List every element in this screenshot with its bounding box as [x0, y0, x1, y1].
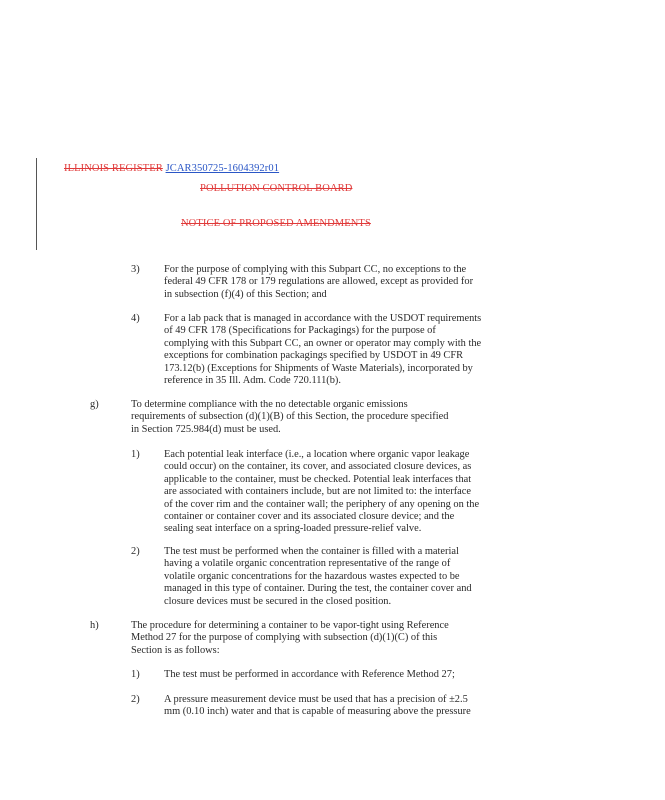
item-text: The test must be performed when the container is filled with a material having a volatile organic concentration representative of the range of volatile organic concentrations for the hazardous wastes expected to be managed in this type of container. During the test, the container cover and closure devices must be secured in the closed position.: [164, 546, 472, 607]
notice-title: NOTICE OF PROPOSED AMENDMENTS: [181, 218, 371, 229]
item-text: The procedure for determining a container to be vapor-tight using Reference Method 27 for the purpose of complying with subsection (d)(1)(C) of this Section is as follows:: [131, 620, 449, 656]
item-label: h): [90, 620, 99, 631]
register-title-struck: ILLINOIS REGISTER: [64, 163, 163, 174]
agency-name: POLLUTION CONTROL BOARD: [200, 183, 353, 194]
item-label: 1): [131, 449, 140, 460]
item-label: 2): [131, 546, 140, 557]
register-code-inserted: JCAR350725-1604392r01: [165, 163, 280, 174]
register-header: [64, 163, 279, 174]
item-text: Each potential leak interface (i.e., a location where organic vapor leakage could occur) on the container, its cover, and associated closure devices, as applicable to the container, must be checked. Potential leak interfaces that are associated with containers include, but are not limited to: the interface of the cover rim and the container wall; the periphery of any opening on the container or container cover and its associated closure device; and the sealing seat interface on a spring-loaded pressure-relief valve.: [164, 449, 480, 535]
item-text: A pressure measurement device must be used that has a precision of ±2.5 mm (0.10 inch) water and that is capable of measuring above the pressure: [164, 694, 471, 718]
item-text: To determine compliance with the no detectable organic emissions requirements of subsection (d)(1)(B) of this Section, the procedure specified in Section 725.984(d) must be used.: [131, 399, 449, 435]
item-label: 2): [131, 694, 140, 705]
item-label: 1): [131, 669, 140, 680]
item-text: For a lab pack that is managed in accordance with the USDOT requirements of 49 CFR 178 (Specifications for Packagings) for the purpose of complying with this Subpart CC, an owner or operator may comply with the exceptions for combination packagings specified by USDOT in 49 CFR 173.12(b) (Exceptions for Shipments of Waste Materials), incorporated by reference in 35 Ill. Adm. Code 720.111(b).: [164, 313, 482, 387]
item-label: g): [90, 399, 99, 410]
item-label: 4): [131, 313, 140, 324]
revision-change-bar: [36, 158, 37, 250]
item-text: The test must be performed in accordance with Reference Method 27;: [164, 669, 455, 680]
item-text: For the purpose of complying with this Subpart CC, no exceptions to the federal 49 CFR 178 or 179 regulations are allowed, except as provided for in subsection (f)(4) of this Section; and: [164, 264, 474, 300]
item-label: 3): [131, 264, 140, 275]
